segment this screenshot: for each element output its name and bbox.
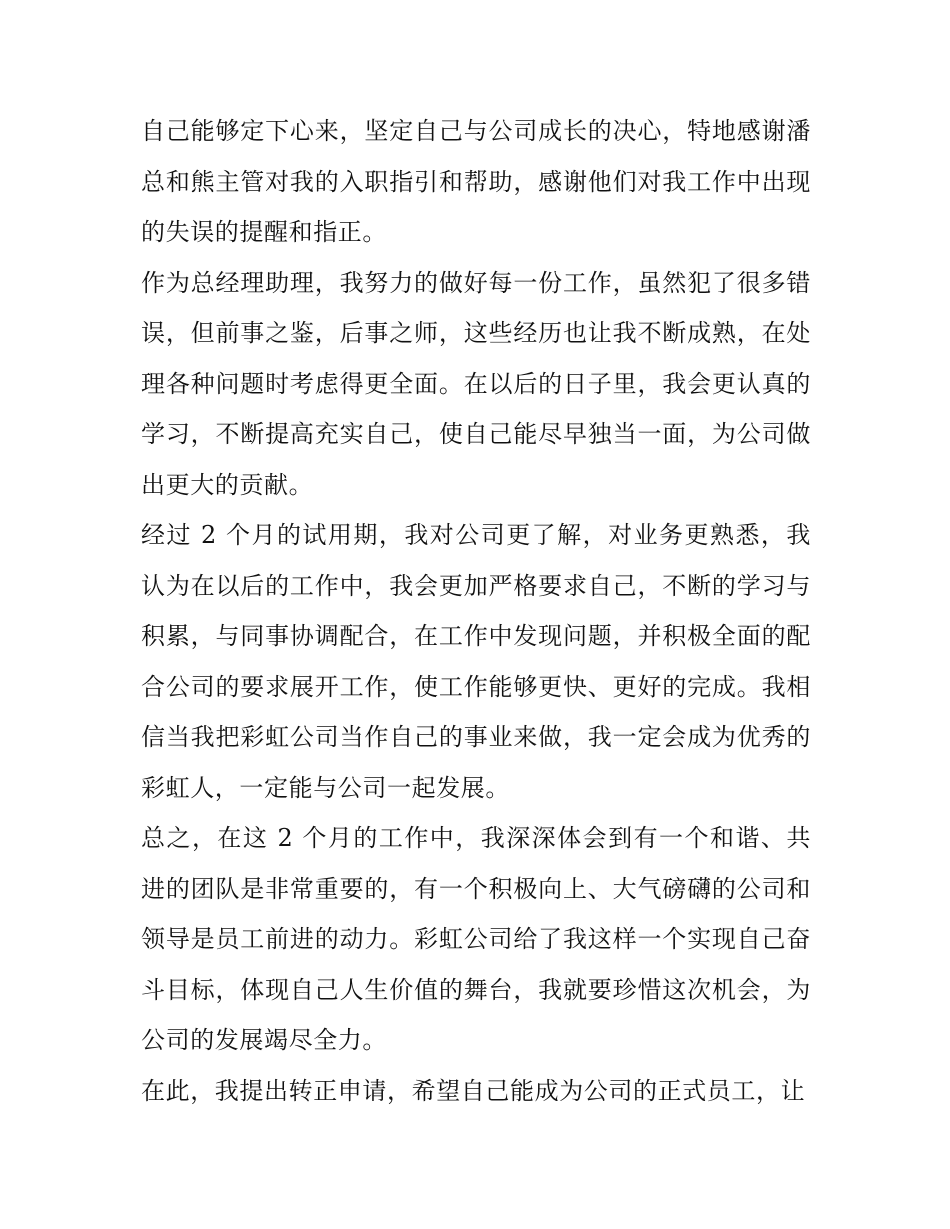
document-body: [141, 106, 811, 1116]
paragraph-4: 总之，在这 2 个月的工作中，我深深体会到有一个和谐、共进的团队是非常重要的，有一个积极向上、大气磅礴的公司和领导是员工前进的动力。彩虹公司给了我这样一个实现自己奋斗目标，体现自己人生价值的舞台，我就要珍惜这次机会，为公司的发展竭尽全力。: [141, 824, 811, 1054]
paragraph-5: 在此，我提出转正申请，希望自己能成为公司的正式员工，让: [141, 1076, 806, 1105]
paragraph-1: 自己能够定下心来，坚定自己与公司成长的决心，特地感谢潘总和熊主管对我的入职指引和帮助，感谢他们对我工作中出现的失误的提醒和指正。: [141, 117, 811, 246]
paragraph-3: 经过 2 个月的试用期，我对公司更了解，对业务更熟悉，我认为在以后的工作中，我会更加严格要求自己，不断的学习与积累，与同事协调配合，在工作中发现问题，并积极全面的配合公司的要求展开工作，使工作能够更快、更好的完成。我相信当我把彩虹公司当作自己的事业来做，我一定会成为优秀的彩虹人，一定能与公司一起发展。: [141, 521, 811, 802]
paragraph-2: 作为总经理助理，我努力的做好每一份工作，虽然犯了很多错误，但前事之鉴，后事之师，这些经历也让我不断成熟，在处理各种问题时考虑得更全面。在以后的日子里，我会更认真的学习，不断提高充实自己，使自己能尽早独当一面，为公司做出更大的贡献。: [141, 268, 811, 499]
